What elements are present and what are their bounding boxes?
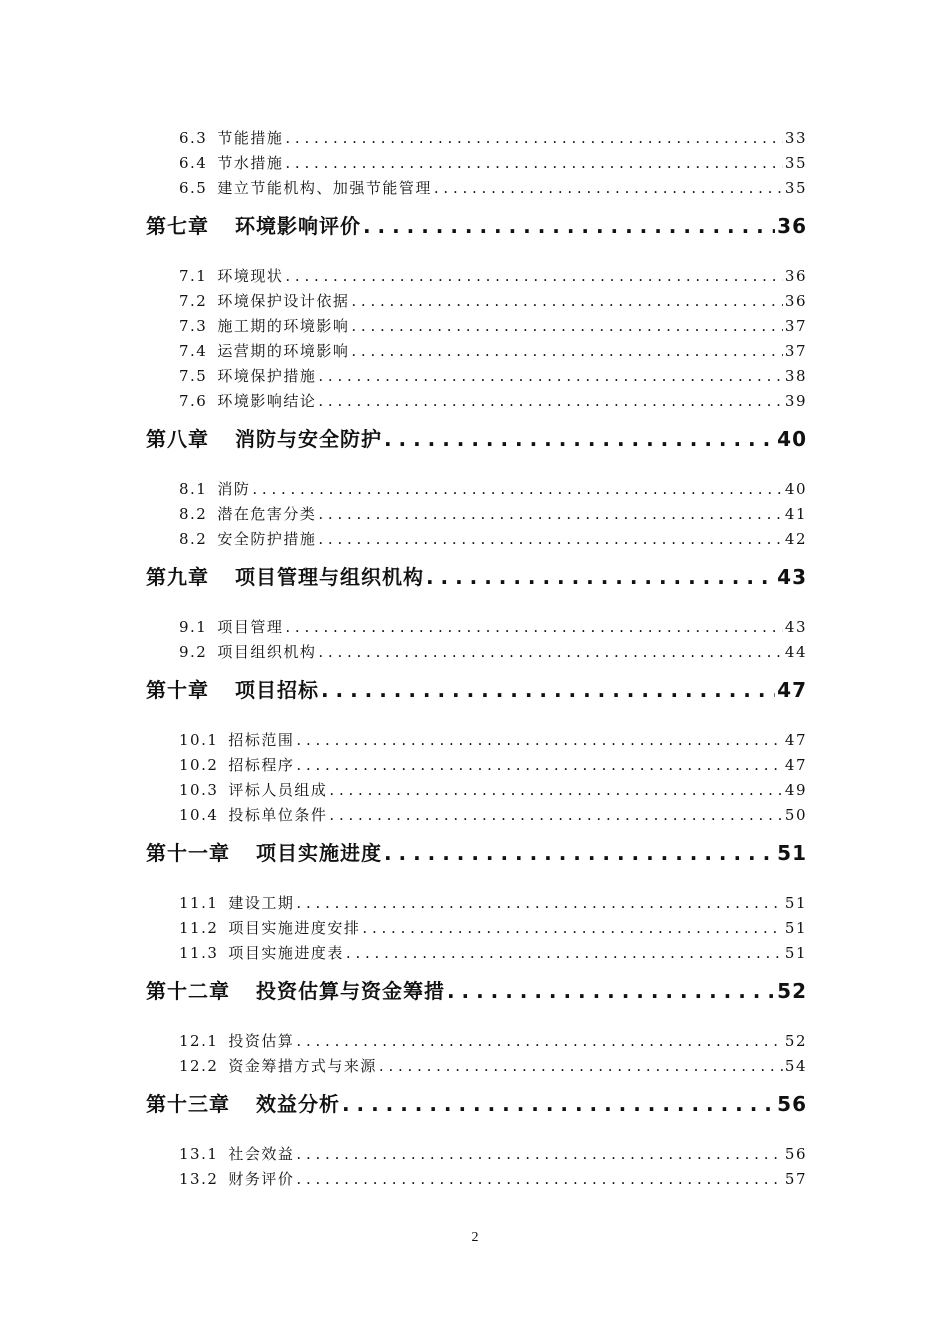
section-title: 消防 (217, 480, 251, 498)
toc-section-entry[interactable] (179, 754, 807, 776)
section-number: 10.1 (179, 731, 219, 749)
page-reference: 40 (784, 480, 807, 498)
page-reference: 56 (777, 1092, 807, 1116)
section-number: 8.2 (179, 530, 208, 548)
section-title: 环境保护措施 (217, 367, 317, 385)
section-number: 10.3 (179, 781, 219, 799)
section-title: 运营期的环境影响 (217, 342, 350, 360)
chapter-title: 环境影响评价 (235, 214, 361, 238)
dot-leader (318, 390, 783, 412)
dot-leader (285, 265, 783, 287)
toc-chapter-entry[interactable] (146, 424, 807, 454)
section-title: 项目组织机构 (217, 643, 317, 661)
dot-leader (252, 478, 783, 500)
section-number: 11.2 (179, 919, 219, 937)
dot-leader (329, 804, 782, 826)
chapter-number: 第七章 (146, 214, 209, 238)
page-reference: 36 (777, 214, 807, 238)
section-number: 10.2 (179, 756, 219, 774)
dot-leader (434, 177, 783, 199)
page-reference: 36 (784, 267, 807, 285)
toc-section-entry[interactable] (179, 478, 807, 500)
page-reference: 33 (784, 129, 807, 147)
dot-leader (426, 562, 775, 592)
dot-leader (342, 1089, 775, 1119)
dot-leader (285, 127, 783, 149)
section-title: 投资估算 (228, 1032, 295, 1050)
chapter-number: 第八章 (146, 427, 209, 451)
page-reference: 49 (784, 781, 807, 799)
page-reference: 44 (784, 643, 807, 661)
page-reference: 43 (784, 618, 807, 636)
section-number: 9.2 (179, 643, 208, 661)
dot-leader (318, 641, 783, 663)
toc-chapter-entry[interactable] (146, 1089, 807, 1119)
section-title: 项目实施进度表 (228, 944, 344, 962)
dot-leader (318, 503, 783, 525)
page-reference: 47 (784, 756, 807, 774)
toc-section-entry[interactable] (179, 641, 807, 663)
section-title: 环境影响结论 (217, 392, 317, 410)
chapter-number: 第九章 (146, 565, 209, 589)
toc-section-entry[interactable] (179, 390, 807, 412)
chapter-title: 消防与安全防护 (235, 427, 382, 451)
section-number: 12.1 (179, 1032, 219, 1050)
page-reference: 51 (784, 894, 807, 912)
toc-section-entry[interactable] (179, 503, 807, 525)
toc-section-entry[interactable] (179, 1055, 807, 1077)
section-title: 财务评价 (228, 1170, 295, 1188)
section-number: 11.1 (179, 894, 219, 912)
page-reference: 47 (784, 731, 807, 749)
dot-leader (296, 1168, 782, 1190)
page-reference: 43 (777, 565, 807, 589)
page-reference: 35 (784, 154, 807, 172)
toc-chapter-entry[interactable] (146, 976, 807, 1006)
section-title: 社会效益 (228, 1145, 295, 1163)
toc-section-entry[interactable] (179, 804, 807, 826)
chapter-title: 项目招标 (235, 678, 319, 702)
toc-section-entry[interactable] (179, 340, 807, 362)
section-number: 13.2 (179, 1170, 219, 1188)
section-title: 项目管理 (217, 618, 284, 636)
dot-leader (447, 976, 775, 1006)
toc-section-entry[interactable] (179, 892, 807, 914)
toc-section-entry[interactable] (179, 528, 807, 550)
toc-chapter-entry[interactable] (146, 838, 807, 868)
section-number: 12.2 (179, 1057, 219, 1075)
section-number: 9.1 (179, 618, 208, 636)
page-reference: 47 (777, 678, 807, 702)
toc-section-entry[interactable] (179, 1168, 807, 1190)
page-reference: 50 (784, 806, 807, 824)
dot-leader (296, 892, 782, 914)
page-reference: 39 (784, 392, 807, 410)
section-title: 环境保护设计依据 (217, 292, 350, 310)
toc-section-entry[interactable] (179, 152, 807, 174)
toc-chapter-entry[interactable] (146, 562, 807, 592)
page-reference: 52 (777, 979, 807, 1003)
chapter-number: 第十章 (146, 678, 209, 702)
dot-leader (351, 290, 783, 312)
section-number: 8.1 (179, 480, 208, 498)
section-number: 6.3 (179, 129, 208, 147)
page-reference: 41 (784, 505, 807, 523)
chapter-title: 项目管理与组织机构 (235, 565, 424, 589)
chapter-title: 项目实施进度 (256, 841, 382, 865)
section-number: 7.2 (179, 292, 208, 310)
page-reference: 36 (784, 292, 807, 310)
toc-section-entry[interactable] (179, 616, 807, 638)
section-number: 6.4 (179, 154, 208, 172)
chapter-number: 第十二章 (146, 979, 230, 1003)
section-title: 节能措施 (217, 129, 284, 147)
section-number: 6.5 (179, 179, 208, 197)
section-title: 潜在危害分类 (217, 505, 317, 523)
toc-section-entry[interactable] (179, 729, 807, 751)
toc-section-entry[interactable] (179, 127, 807, 149)
page-reference: 38 (784, 367, 807, 385)
dot-leader (351, 315, 783, 337)
dot-leader (296, 1143, 782, 1165)
toc-chapter-entry[interactable] (146, 211, 807, 241)
dot-leader (318, 365, 783, 387)
dot-leader (379, 1055, 783, 1077)
page-number: 2 (471, 1230, 479, 1245)
dot-leader (384, 424, 775, 454)
section-title: 投标单位条件 (228, 806, 328, 824)
page-reference: 57 (784, 1170, 807, 1188)
dot-leader (362, 917, 782, 939)
section-title: 环境现状 (217, 267, 284, 285)
dot-leader (296, 1030, 782, 1052)
section-number: 8.2 (179, 505, 208, 523)
dot-leader (351, 340, 783, 362)
section-title: 建设工期 (228, 894, 295, 912)
page-reference: 52 (784, 1032, 807, 1050)
dot-leader (318, 528, 783, 550)
section-number: 11.3 (179, 944, 219, 962)
toc-section-entry[interactable] (179, 1030, 807, 1052)
toc-section-entry[interactable] (179, 265, 807, 287)
page-reference: 40 (777, 427, 807, 451)
section-title: 施工期的环境影响 (217, 317, 350, 335)
page-reference: 54 (784, 1057, 807, 1075)
section-number: 7.4 (179, 342, 208, 360)
chapter-title: 投资估算与资金筹措 (256, 979, 445, 1003)
toc-section-entry[interactable] (179, 917, 807, 939)
toc-section-entry[interactable] (179, 365, 807, 387)
dot-leader (329, 779, 782, 801)
section-title: 评标人员组成 (228, 781, 328, 799)
toc-section-entry[interactable] (179, 315, 807, 337)
page-reference: 51 (784, 944, 807, 962)
section-title: 资金筹措方式与来源 (228, 1057, 377, 1075)
section-number: 7.5 (179, 367, 208, 385)
page-reference: 56 (784, 1145, 807, 1163)
dot-leader (296, 754, 782, 776)
page-reference: 37 (784, 317, 807, 335)
section-title: 招标程序 (228, 756, 295, 774)
dot-leader (296, 729, 782, 751)
page-reference: 42 (784, 530, 807, 548)
toc-section-entry[interactable] (179, 942, 807, 964)
section-number: 7.1 (179, 267, 208, 285)
page-reference: 51 (777, 841, 807, 865)
section-title: 项目实施进度安排 (228, 919, 361, 937)
toc-section-entry[interactable] (179, 290, 807, 312)
dot-leader (321, 675, 775, 705)
dot-leader (285, 616, 783, 638)
chapter-number: 第十三章 (146, 1092, 230, 1116)
section-title: 招标范围 (228, 731, 295, 749)
section-title: 节水措施 (217, 154, 284, 172)
page-reference: 51 (784, 919, 807, 937)
section-number: 10.4 (179, 806, 219, 824)
section-number: 7.6 (179, 392, 208, 410)
chapter-number: 第十一章 (146, 841, 230, 865)
toc-section-entry[interactable] (179, 779, 807, 801)
dot-leader (384, 838, 775, 868)
section-title: 安全防护措施 (217, 530, 317, 548)
dot-leader (285, 152, 783, 174)
page-reference: 37 (784, 342, 807, 360)
page-reference: 35 (784, 179, 807, 197)
dot-leader (363, 211, 775, 241)
section-number: 7.3 (179, 317, 208, 335)
toc-chapter-entry[interactable] (146, 675, 807, 705)
section-number: 13.1 (179, 1145, 219, 1163)
toc-section-entry[interactable] (179, 177, 807, 199)
section-title: 建立节能机构、加强节能管理 (217, 179, 432, 197)
chapter-title: 效益分析 (256, 1092, 340, 1116)
toc-section-entry[interactable] (179, 1143, 807, 1165)
dot-leader (346, 942, 783, 964)
